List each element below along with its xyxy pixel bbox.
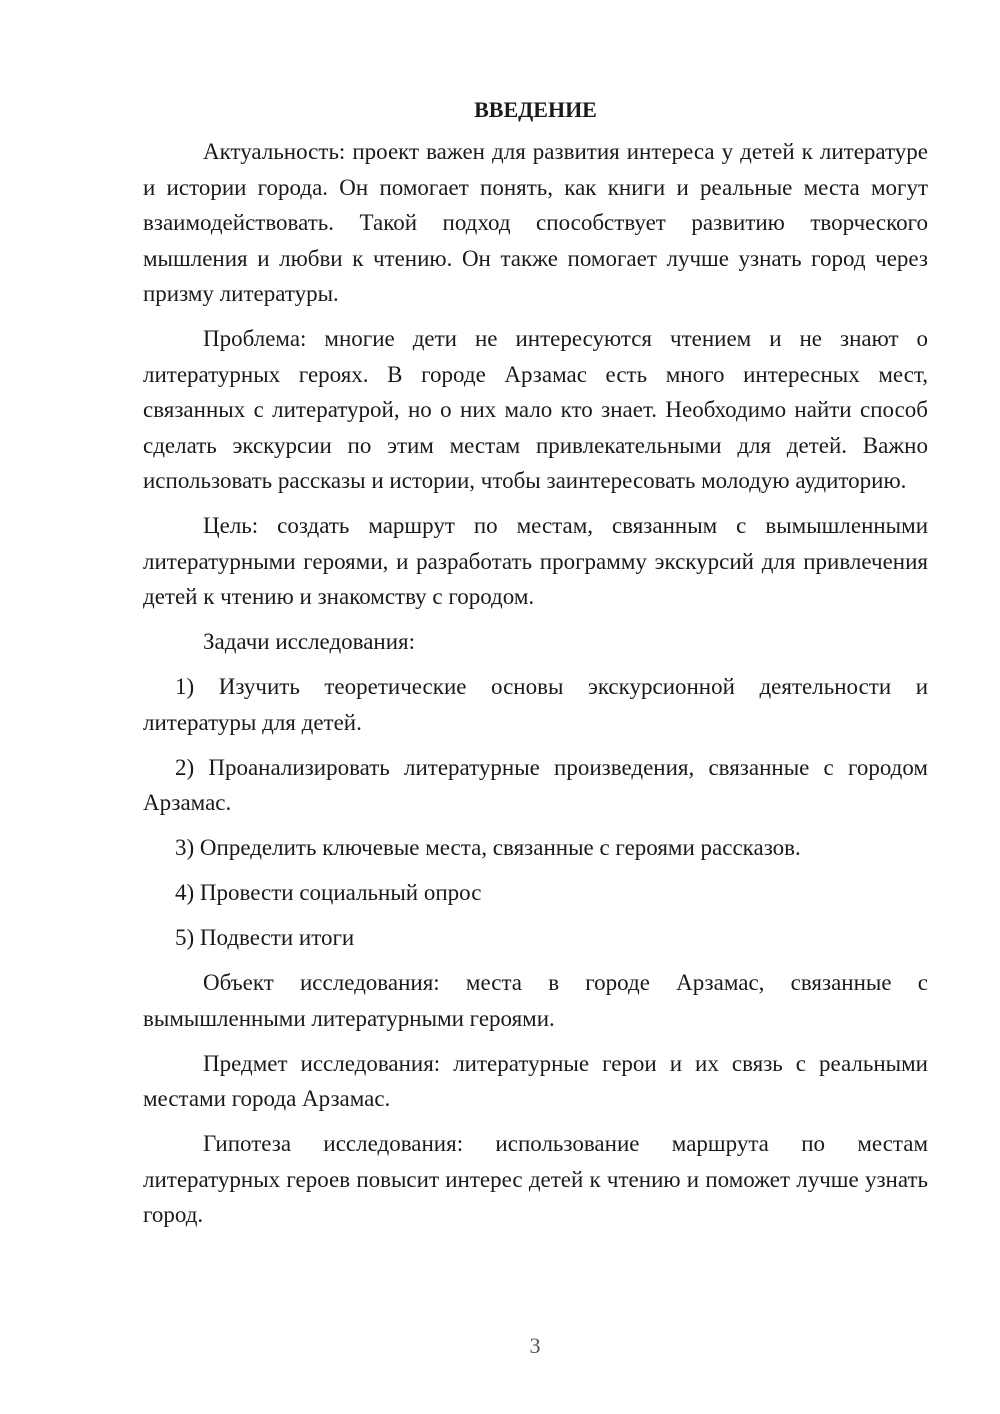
task-item-2: 2) Проанализировать литературные произведения, связанные с городом Арзамас. [143,754,928,815]
relevance-paragraph: Актуальность: проект важен для развития интереса у детей к литературе и истории города. Он помогает понять, как книги и реальные места могут взаимодействовать. Такой подход способствует развитию творческого мышления и любви к чтению. Он также помогает лучше узнать город через призму литературы. [143,139,928,306]
page-number: 3 [529,1333,541,1358]
task-item-5: 5) Подвести итоги [175,925,355,950]
subject-paragraph: Предмет исследования: литературные герои и их связь с реальными местами города Арзамас. [143,1050,928,1111]
page-content [143,94,928,1242]
task-item-4: 4) Провести социальный опрос [175,880,482,905]
goal-paragraph: Цель: создать маршрут по местам, связанным с вымышленными литературными героями, и разработать программу экскурсий для привлечения детей к чтению и знакомству с городом. [143,513,928,609]
object-paragraph: Объект исследования: места в городе Арзамас, связанные с вымышленными литературными героями. [143,970,928,1031]
task-item-3: 3) Определить ключевые места, связанные с героями рассказов. [175,835,801,860]
hypothesis-paragraph: Гипотеза исследования: использование маршрута по местам литературных героев повысит интерес детей к чтению и поможет лучше узнать город. [143,1131,928,1227]
task-item-1: 1) Изучить теоретические основы экскурсионной деятельности и литературы для детей. [143,674,928,735]
tasks-heading: Задачи исследования: [203,629,416,654]
section-title: ВВЕДЕНИЕ [474,97,597,122]
problem-paragraph: Проблема: многие дети не интересуются чтением и не знают о литературных героях. В городе Арзамас есть много интересных мест, связанных с литературой, но о них мало кто знает. Необходимо найти способ сделать экскурсии по этим местам привлекательными для детей. Важно использовать рассказы и истории, чтобы заинтересовать молодую аудиторию. [143,326,928,493]
